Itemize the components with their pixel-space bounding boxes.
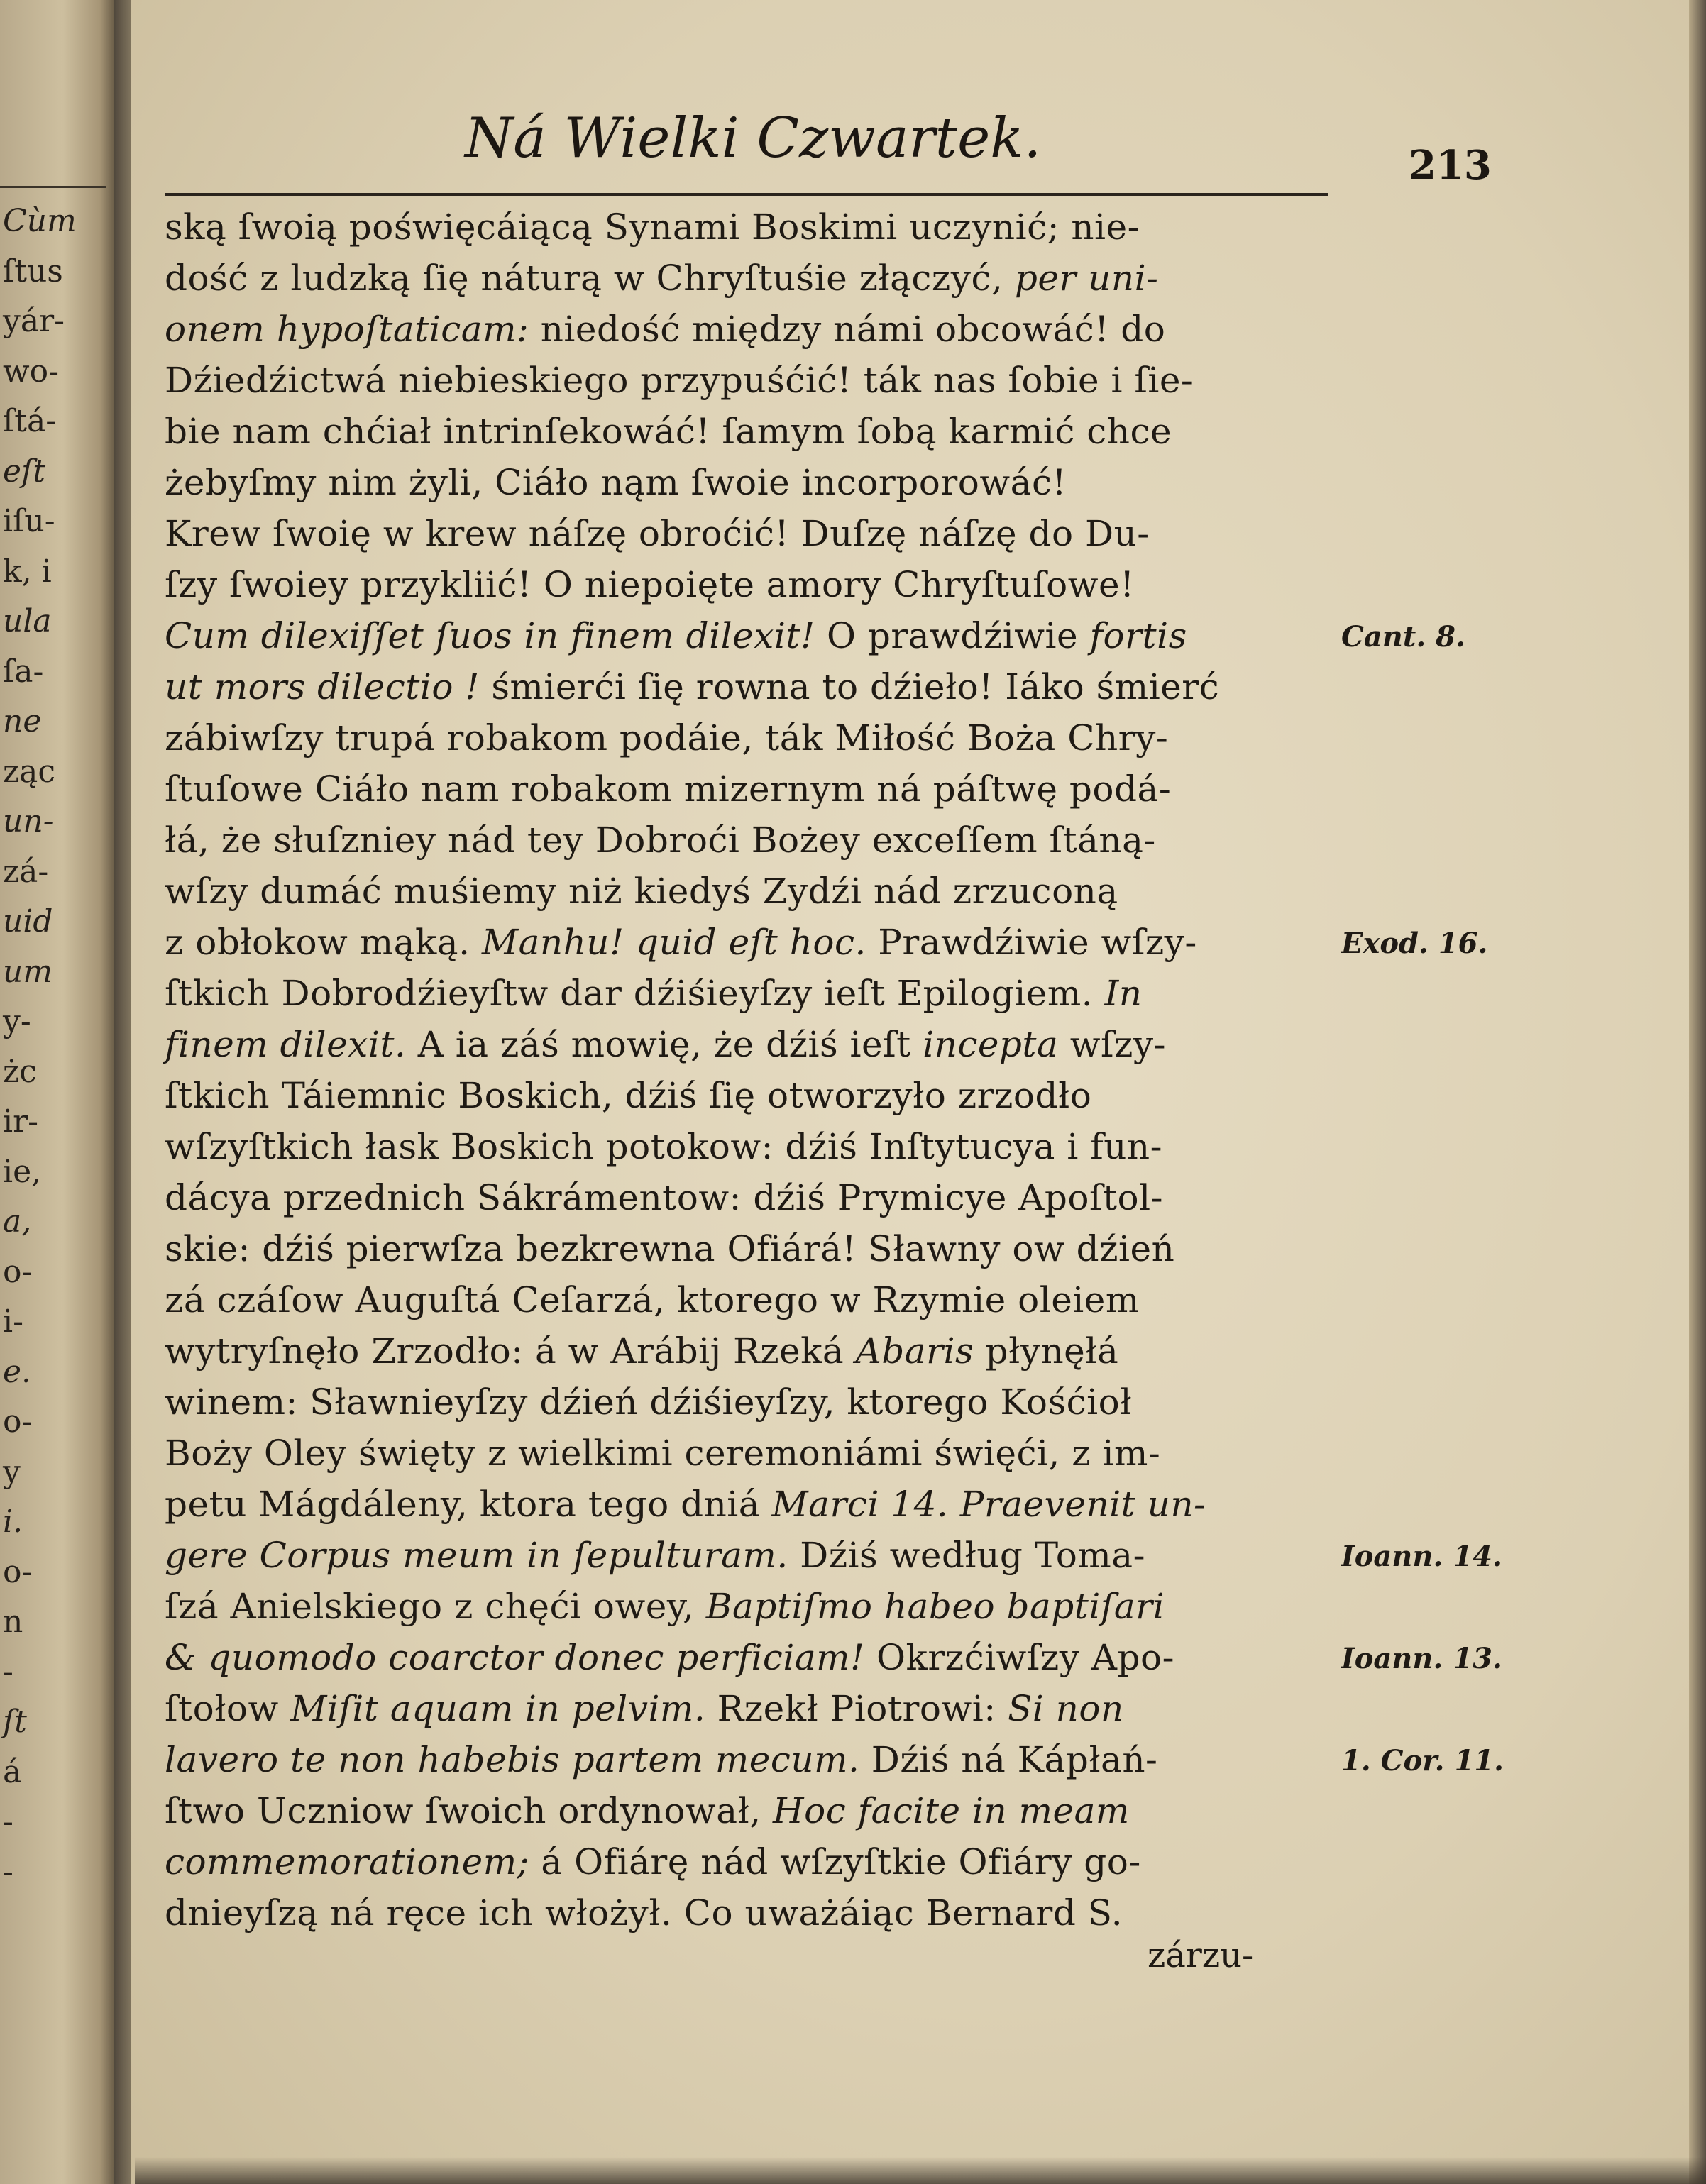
text-line — [165, 1070, 1343, 1121]
latin-phrase: Manhu! quid eſt hoc. — [481, 922, 866, 963]
text-line — [165, 1019, 1343, 1070]
margin-note: Ioann. 14. — [1341, 1540, 1502, 1573]
text-run: dość z ludzką ſię náturą w Chryſtuśie złączyć, — [165, 258, 1015, 299]
text-run: Boży Oley święty z wielkimi ceremoniámi święći, z im- — [165, 1433, 1161, 1474]
previous-page-text: ir- — [3, 1103, 38, 1140]
header-rule — [165, 193, 1328, 196]
previous-page-text: i- — [3, 1303, 23, 1340]
previous-page-text: k, i — [3, 553, 52, 590]
previous-page-text: żc — [3, 1053, 37, 1090]
previous-page-text: ie, — [3, 1153, 42, 1190]
text-line — [165, 763, 1343, 815]
previous-page-text: Cùm — [3, 203, 77, 239]
text-run: O prawdźiwie — [815, 615, 1090, 656]
text-line — [165, 866, 1343, 917]
text-run: Dźiś ná Kápłań- — [859, 1739, 1158, 1780]
previous-page-text: e. — [3, 1353, 32, 1390]
previous-page-text: yár- — [3, 303, 65, 339]
previous-page-text: ſt — [3, 1704, 27, 1740]
text-line — [165, 1581, 1343, 1632]
previous-page-text: y — [3, 1453, 21, 1490]
text-run: ſtuſowe Ciáło nam robakom mizernym ná páſtwę podá- — [165, 768, 1172, 810]
previous-page-text: ſtus — [3, 253, 63, 289]
previous-page-text: o- — [3, 1553, 33, 1590]
text-run: winem: Sławnieyſzy dźień dźiśieyſzy, ktorego Kośćioł — [165, 1381, 1132, 1423]
text-run: dnieyſzą ná ręce ich włożył. Co uważáiąc Bernard S. — [165, 1892, 1123, 1934]
latin-phrase: finem dilexit. — [165, 1024, 407, 1065]
text-line — [165, 559, 1343, 610]
latin-phrase: Si non — [1008, 1688, 1124, 1729]
text-run: zábiwſzy trupá robakom podáie, ták Miłość Boża Chry- — [165, 717, 1169, 759]
previous-page-text: ząc — [3, 753, 56, 790]
latin-phrase: gere Corpus meum in ſepulturam. — [165, 1535, 788, 1576]
latin-phrase: lavero te non habebis partem mecum. — [165, 1739, 860, 1780]
margin-note: Cant. 8. — [1341, 620, 1465, 653]
previous-page-text: - — [3, 1804, 13, 1840]
text-run: Dźiedźictwá niebieskiego przypuśćić! ták nas ſobie i ſie- — [165, 360, 1194, 401]
text-line — [165, 202, 1343, 253]
previous-page-text: y- — [3, 1003, 31, 1039]
latin-phrase: ut mors dilectio ! — [165, 666, 480, 707]
previous-page-text: - — [3, 1653, 13, 1690]
previous-page-text: un- — [3, 803, 54, 839]
text-line — [165, 712, 1343, 763]
text-line — [165, 815, 1343, 866]
text-line — [165, 1377, 1343, 1428]
previous-page-text: - — [3, 1853, 13, 1890]
previous-page-text: zá- — [3, 853, 49, 890]
text-line — [165, 1632, 1343, 1683]
text-line — [165, 508, 1343, 559]
previous-page-text: a, — [3, 1203, 32, 1240]
text-line — [165, 457, 1343, 508]
previous-page-text: um — [3, 953, 53, 990]
previous-page-rule — [0, 186, 106, 188]
previous-page-text: ne — [3, 703, 42, 739]
text-run: wſzyſtkich łask Boskich potokow: dźiś Inſtytucya i fun- — [165, 1126, 1163, 1167]
latin-phrase: per uni- — [1014, 258, 1159, 299]
margin-note: Ioann. 13. — [1341, 1642, 1502, 1675]
previous-page-text: n — [3, 1604, 23, 1640]
previous-page-text: i. — [3, 1504, 23, 1540]
text-run: wytryſnęło Zrzodło: á w Arábij Rzeká — [165, 1330, 856, 1372]
previous-page-text: ſtá- — [3, 403, 57, 439]
text-run: niedość między námi obcowáć! do — [529, 309, 1166, 350]
margin-note: Exod. 16. — [1341, 927, 1488, 960]
text-line — [165, 661, 1343, 712]
previous-page-text: ſa- — [3, 653, 44, 690]
text-line — [165, 1172, 1343, 1223]
text-run: ſtołow — [165, 1688, 291, 1729]
text-line — [165, 253, 1343, 304]
previous-page-text: iſu- — [3, 503, 55, 539]
previous-page-text: ula — [3, 603, 52, 639]
previous-page-text: o- — [3, 1403, 33, 1440]
text-run: Prawdźiwie wſzy- — [866, 922, 1197, 963]
latin-phrase: incepta — [923, 1024, 1059, 1065]
text-line — [165, 1121, 1343, 1172]
text-line — [165, 968, 1343, 1019]
previous-page-text: o- — [3, 1253, 33, 1290]
text-run: Okrzćiwſzy Apo- — [864, 1637, 1174, 1678]
text-line — [165, 1428, 1343, 1479]
latin-phrase: commemorationem; — [165, 1841, 529, 1882]
text-line — [165, 1479, 1343, 1530]
previous-page-fragment — [0, 0, 114, 2184]
text-run: A ia záś mowię, że dźiś ieſt — [406, 1024, 923, 1065]
latin-phrase: Miſit aquam in pelvim. — [290, 1688, 706, 1729]
text-run: dácya przednich Sákrámentow: dźiś Prymicye Apoſtol- — [165, 1177, 1164, 1218]
margin-note: 1. Cor. 11. — [1341, 1744, 1504, 1777]
latin-phrase: Hoc facite in meam — [773, 1790, 1130, 1831]
text-line — [165, 304, 1343, 355]
previous-page-text: á — [3, 1753, 22, 1790]
latin-phrase: onem hypoſtaticam: — [165, 309, 529, 350]
text-line — [165, 1325, 1343, 1377]
latin-phrase: In — [1104, 973, 1143, 1014]
text-run: łá, że słuſzniey nád tey Dobroći Bożey exceſſem ſtáną- — [165, 820, 1156, 861]
previous-page-text: wo- — [3, 353, 60, 390]
text-run: bie nam chćiał intrinſekowáć! ſamym ſobą karmić chce — [165, 411, 1172, 452]
text-line — [165, 1836, 1343, 1887]
text-line — [165, 1683, 1343, 1734]
page-bottom-shadow — [135, 2157, 1706, 2184]
previous-page-text: eſt — [3, 453, 46, 490]
text-run: Dźiś według Toma- — [788, 1535, 1145, 1576]
text-line — [165, 610, 1343, 661]
text-line — [165, 406, 1343, 457]
latin-phrase: & quomodo coarctor donec perficiam! — [165, 1637, 865, 1678]
latin-phrase: Cum dilexiſſet ſuos in finem dilexit! — [165, 615, 815, 656]
text-run: zá czáſow Auguſtá Ceſarzá, ktorego w Rzymie oleiem — [165, 1279, 1140, 1320]
body-text — [165, 202, 1343, 1938]
text-run: á Ofiárę nád wſzyſtkie Ofiáry go- — [529, 1841, 1141, 1882]
latin-phrase: fortis — [1089, 615, 1187, 656]
text-run: żebyſmy nim żyli, Ciáło nąm ſwoie incorporowáć! — [165, 462, 1067, 503]
text-run: wſzy dumáć muśiemy niż kiedyś Zydźi nád zrzuconą — [165, 871, 1118, 912]
text-run: z obłokow mąką. — [165, 922, 482, 963]
latin-phrase: Baptiſmo habeo baptiſari — [705, 1586, 1165, 1627]
catchword: zárzu- — [1148, 1936, 1254, 1975]
text-line — [165, 1223, 1343, 1274]
text-run: ſtkich Táiemnic Boskich, dźiś ſię otworzyło zrzodło — [165, 1075, 1092, 1116]
previous-page-text: uid — [3, 903, 53, 939]
page-edge — [1689, 0, 1706, 2184]
text-run: płynęłá — [974, 1330, 1119, 1372]
text-run: śmierći ſię rowna to dźieło! Iáko śmierć — [479, 666, 1220, 707]
text-run: ſtkich Dobrodźieyſtw dar dźiśieyſzy ieſt Epilogiem. — [165, 973, 1105, 1014]
text-run: ską ſwoią poświęcáiącą Synami Boskimi uczynić; nie- — [165, 206, 1140, 248]
latin-phrase: Marci 14. Praevenit un- — [771, 1484, 1206, 1525]
text-run: ſzy ſwoiey przykliić! O niepoięte amory Chryſtuſowe! — [165, 564, 1135, 605]
text-run: Krew ſwoię w krew náſzę obroćić! Duſzę náſzę do Du- — [165, 513, 1150, 554]
text-line — [165, 917, 1343, 968]
latin-phrase: Abaris — [855, 1330, 974, 1372]
running-header-title: Ná Wielki Czwartek. — [465, 106, 1042, 170]
text-run: ſtwo Uczniow ſwoich ordynował, — [165, 1790, 774, 1831]
text-run: wſzy- — [1058, 1024, 1167, 1065]
page-number: 213 — [1409, 142, 1492, 189]
text-run: petu Mágdáleny, ktora tego dniá — [165, 1484, 772, 1525]
text-run: Rzekł Piotrowi: — [705, 1688, 1008, 1729]
text-line — [165, 1785, 1343, 1836]
text-line — [165, 1734, 1343, 1785]
text-line — [165, 355, 1343, 406]
text-run: ſzá Anielskiego z chęći owey, — [165, 1586, 706, 1627]
text-run: skie: dźiś pierwſza bezkrewna Ofiárá! Sławny ow dźień — [165, 1228, 1175, 1269]
text-line — [165, 1530, 1343, 1581]
text-line — [165, 1887, 1343, 1938]
text-line — [165, 1274, 1343, 1325]
